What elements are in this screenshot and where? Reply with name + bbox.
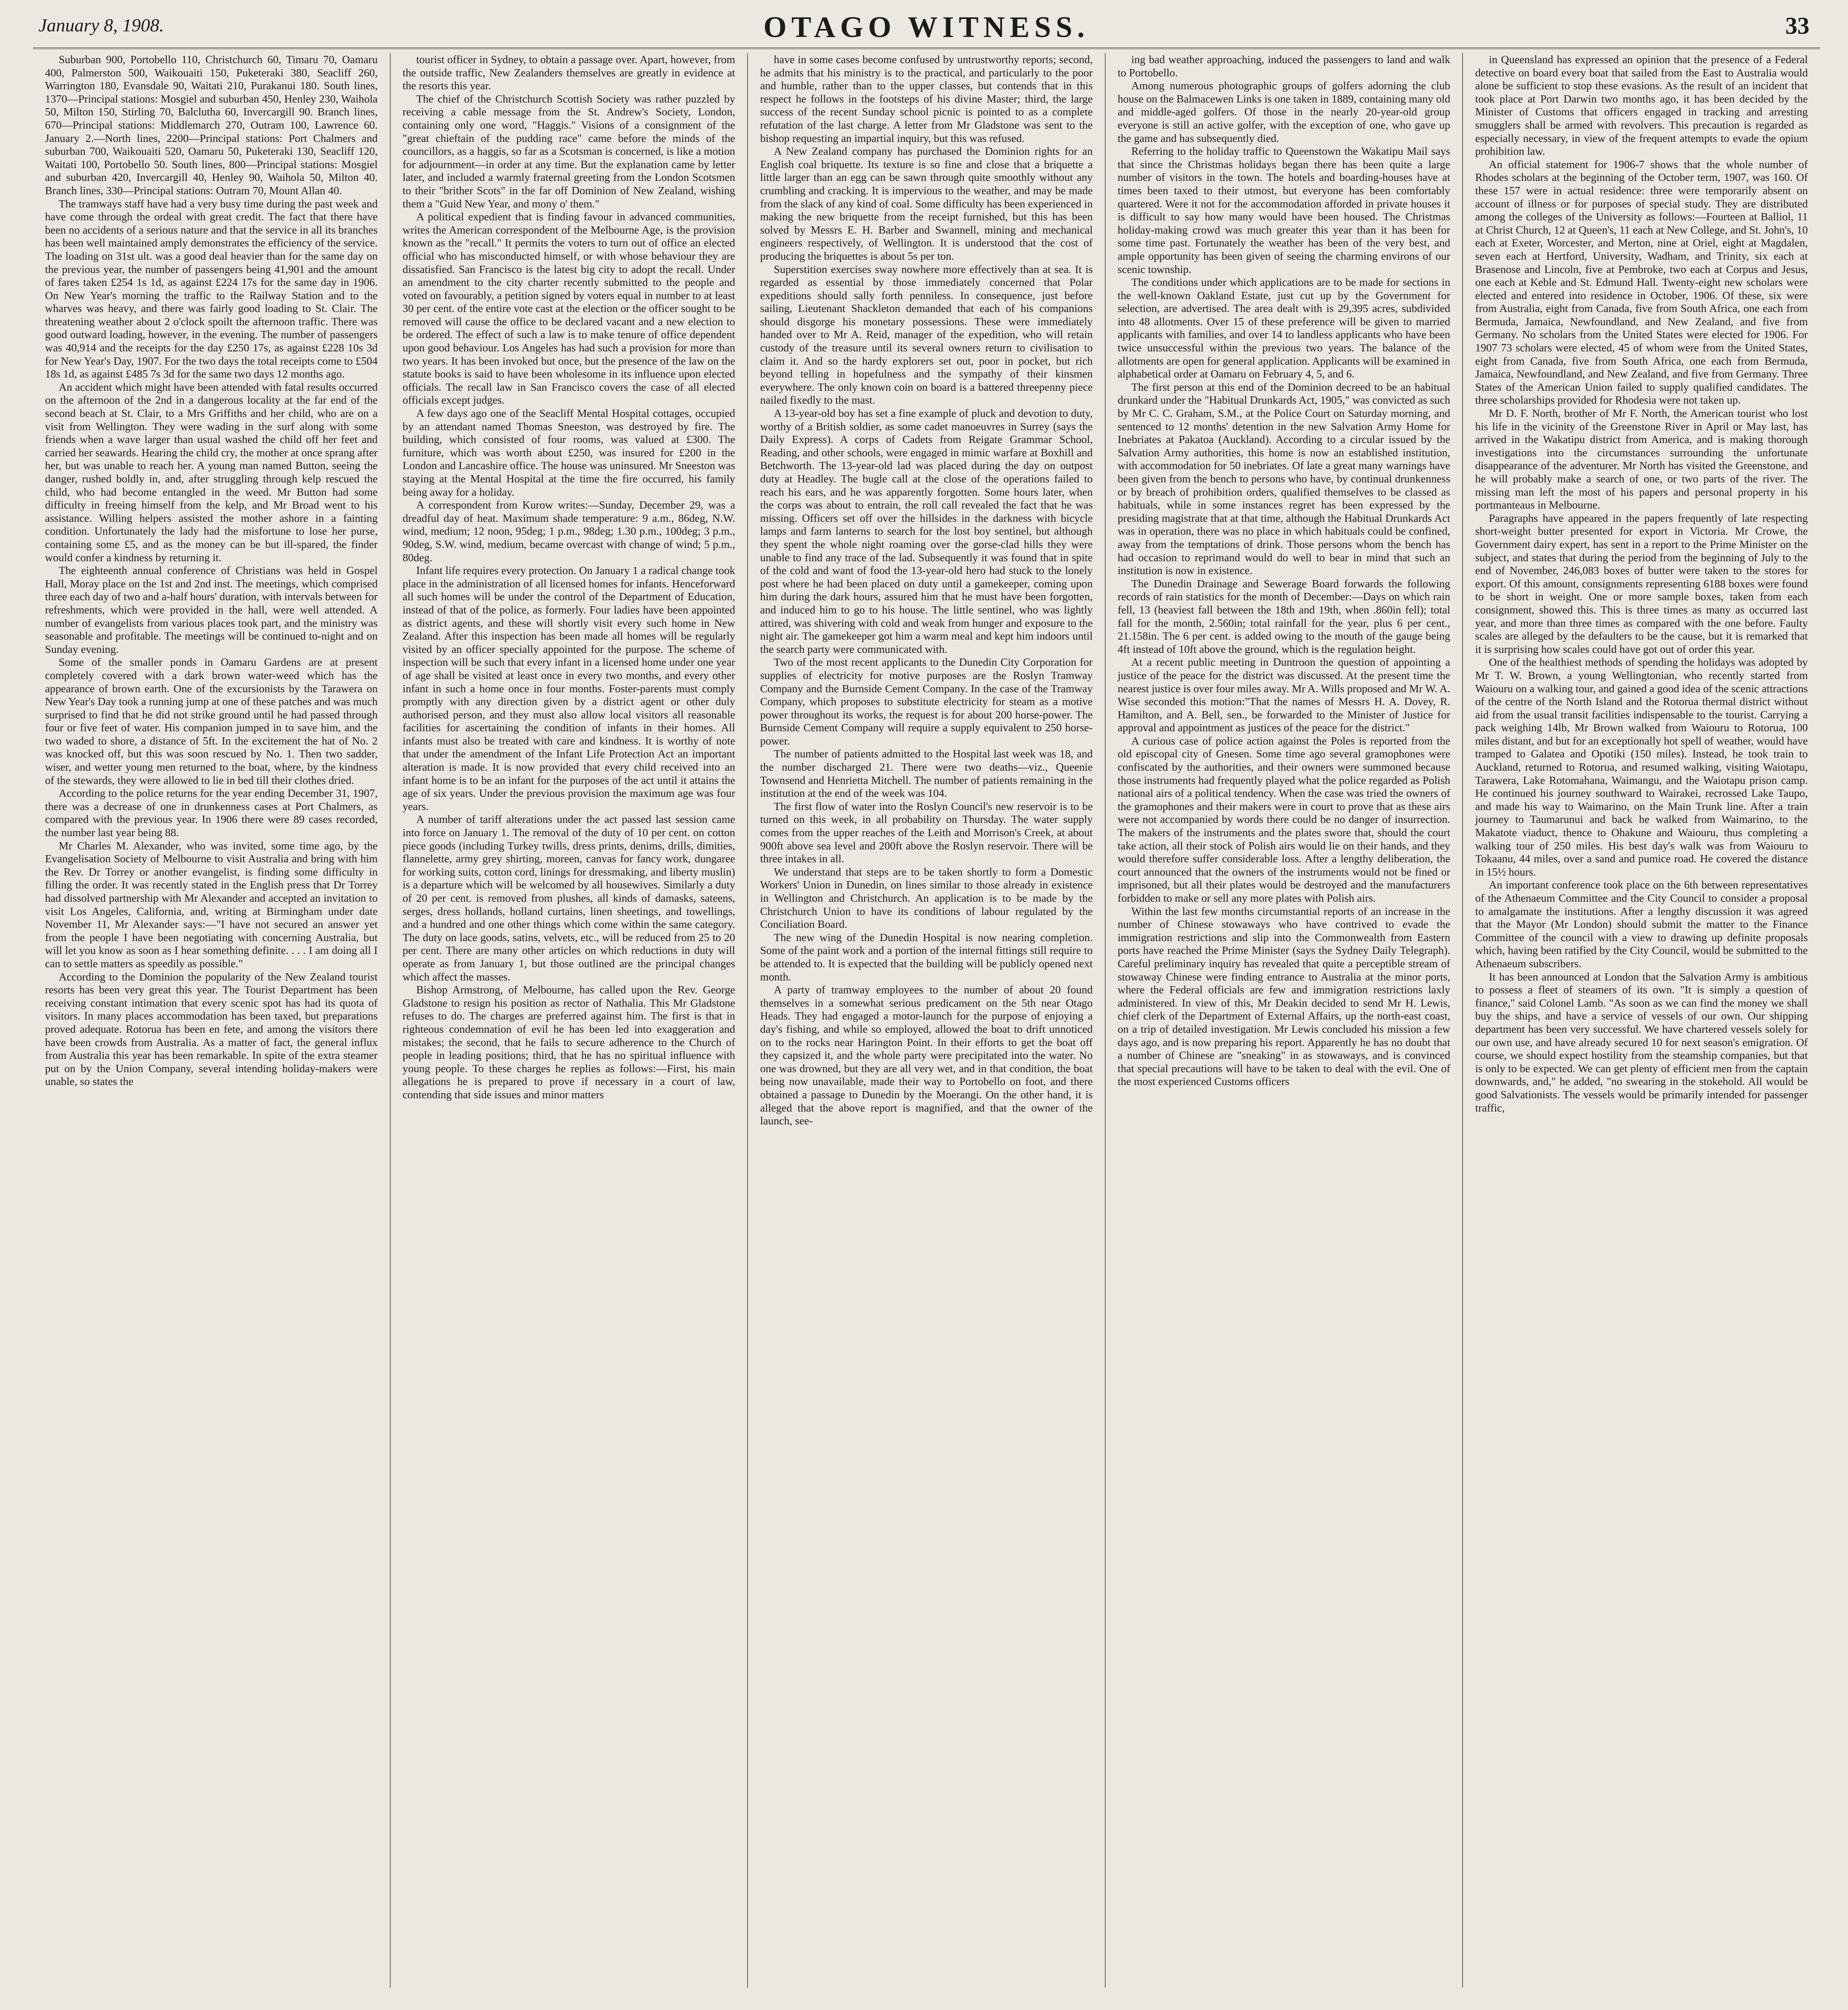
news-paragraph: An accident which might have been attended with fatal results occurred on the afternoon of the 2nd in a dangerous locality at the far end of the second beach at St. Clair, to a Mrs Griffiths and her child, who are on a visit from Wellington. They were wading in the surf along with some friends when a wave larger than usual washed the child off her feet and carried her seawards. Hearing the child cry, the mother at once sprang after her, but was unable to reach her. A young man named Button, seeing the danger, rushed boldly in, and, after struggling through kelp rescued the child, who had become entangled in the weed. Mr Button had some difficulty in freeing himself from the kelp, and Mr Broad went to his assistance. Willing helpers assisted the mother ashore in a fainting condition. Unfortunately the lady had the misfortune to lose her purse, containing some £5, and as the money can be but ill-spared, the finder would confer a kindness by returning it. [45,380,378,564]
news-paragraph: The number of patients admitted to the Hospital last week was 18, and the number discharged 21. There were two deaths—viz., Queenie Townsend and Henrietta Mitchell. The number of patients remaining in the institution at the end of the week was 104. [760,747,1093,800]
news-paragraph: According to the police returns for the year ending December 31, 1907, there was a decrease of one in drunkenness cases at Port Chalmers, as compared with the previous year. In 1906 there were 89 cases recorded, the number last year being 88. [45,787,378,839]
news-paragraph: The new wing of the Dunedin Hospital is now nearing completion. Some of the paint work and a portion of the internal fittings still require to be attended to. It is expected that the building will be publicly opened next month. [760,931,1093,983]
masthead [33,9,1820,49]
news-paragraph: Bishop Armstrong, of Melbourne, has called upon the Rev. George Gladstone to resign his position as rector of Nathalia. This Mr Gladstone refuses to do. The charges are preferred against him. The first is that in righteous condemnation of evil he has been led into exaggeration and mistakes; the second, that he fails to secure adherence to the Church of people in leading positions; third, that he has no spiritual influence with young people. To these charges he replies as follows:—First, his main allegations he is prepared to prove if necessary in a court of law, contending that side issues and minor matters [402,983,736,1101]
news-paragraph: Suburban 900, Portobello 110, Christchurch 60, Timaru 70, Oamaru 400, Palmerston 500, Waikouaiti 150, Puketeraki 380, Seacliff 260, Warrington 180, Evansdale 90, Waitati 210, Purakanui 180. South lines, 1370—Principal stations: Mosgiel and suburban 450, Henley 230, Waihola 50, Milton 150, Stirling 70, Balclutha 60, Invercargill 90. Branch lines, 670—Principal stations: Middlemarch 270, Outram 100, Lawrence 60. January 2.—North lines, 2200—Principal stations: Port Chalmers and suburban 700, Waikouaiti 520, Oamaru 50, Puketeraki 130, Seacliff 120, Waitati 100, Portobello 50. South lines, 800—Principal stations: Mosgiel and suburban 420, Invercargill 40, Henley 90, Waihola 50, Milton 40. Branch lines, 330—Principal stations: Outram 70, Mount Allan 40. [45,53,378,197]
news-paragraph: Mr D. F. North, brother of Mr F. North, the American tourist who lost his life in the vicinity of the Greenstone River in April or May last, has arrived in the Wakatipu district from America, and is making thorough investigations into the circumstances surrounding the unfortunate disappearance of the adventurer. Mr North has visited the Greenstone, and he will probably make a search of one, or two parts of the river. The missing man left the most of his papers and personal property in his portmanteaus in Melbourne. [1475,407,1808,511]
news-paragraph: Within the last few months circumstantial reports of an increase in the number of Chinese stowaways who have contrived to evade the immigration restrictions and slip into the Commonwealth from Eastern ports have reached the Prime Minister (says the Sydney Daily Telegraph). Careful preliminary inquiry has revealed that quite a perceptible stream of stowaway Chinese were finding entrance to Australia at the minor ports, where the Federal officials are few and immigration restrictions laxly administered. In view of this, Mr Deakin decided to send Mr H. Lewis, chief clerk of the Department of External Affairs, up the north-east coast, on a trip of detailed investigation. Mr Lewis concluded his mission a few days ago, and is now preparing his report. Apparently he has no doubt that a number of Chinese are "sneaking" in as stowaways, and is convinced that special precautions will have to be taken to deal with the evil. One of the most experienced Customs officers [1117,904,1451,1088]
column-5 [1463,53,1820,1987]
news-paragraph: Two of the most recent applicants to the Dunedin City Corporation for supplies of electricity for motive purposes are the Roslyn Tramway Company and the Burnside Cement Company. In the case of the Tramway Company, which proposes to substitute electricity for steam as a motive power throughout its works, the request is for about 200 horse-power. The Burnside Cement Company will require a supply equivalent to 250 horse-power. [760,656,1093,747]
news-paragraph: Some of the smaller ponds in Oamaru Gardens are at present completely covered with a dark brown water-weed which has the appearance of brown earth. One of the excursionists by the Tarawera on New Year's Day took a running jump at one of these patches and was much surprised to find that he did not strike ground until he had passed through four or five feet of water. His companion jumped in to save him, and the two waded to shore, a distance of 5ft. In the excitement the hat of No. 2 was knocked off, but this was soon rescued by No. 1. Then two sadder, wiser, and wetter young men returned to the boat, where, by the kindness of the stewards, they were allowed to lie in bed till their clothes dried. [45,656,378,786]
news-paragraph: One of the healthiest methods of spending the holidays was adopted by Mr T. W. Brown, a young Wellingtonian, who recently started from Waiouru on a walking tour, and gained a good idea of the scenic attractions of the centre of the North Island and the Rotorua thermal district without aid from the usual transit facilities indispensable to the tourist. Carrying a pack weighing 14lb, Mr Brown walked from Waiouru to Rotorua, 100 miles distant, and but for an exceptionally hot spell of weather, would have tramped to Galatea and Opotiki (150 miles). Instead, he took train to Auckland, returned to Rotorua, and resumed walking, visiting Waiotapu, Tarawera, Lake Rotomahana, Waimangu, and the Waiotapu prison camp. He continued his journey southward to Wairakei, recrossed Lake Taupo, and made his way to Waimarino, on the Main Trunk line. After a train journey to Taumarunui and back he walked from Waimarino, to the Makatote viaduct, thence to Ohakune and Waiouru, thus completing a walking tour of 250 miles. His best day's walk was from Waiouru to Tokaanu, 44 miles, over a sand and pumice road. He covered the distance in 15½ hours. [1475,656,1808,878]
news-paragraph: Paragraphs have appeared in the papers frequently of late respecting short-weight butter presented for export in Victoria. Mr Crowe, the Government dairy expert, has sent in a report to the Prime Minister on the subject, and states that during the period from the beginning of July to the end of November, 246,083 boxes of butter were taken to the stores for export. Of this amount, consignments representing 6188 boxes were found to be short in weight. One or more sample boxes, taken from each consignment, showed this. This is three times as many as occurred last year, and more than three times as compared with the one before. Faulty scales are alleged by the defaulters to be the cause, but it is remarked that it is surprising how scales could have got out of order this year. [1475,511,1808,655]
news-paragraph: A number of tariff alterations under the act passed last session came into force on January 1. The removal of the duty of 10 per cent. on cotton piece goods (including Turkey twills, dress prints, denims, drills, dimities, flannelette, army grey shirting, moreen, canvas for fancy work, dungaree for working suits, cotton cord, linings for dressmaking, and liberty muslin) is a departure which will be welcomed by all housewives. Similarly a duty of 20 per cent. is removed from plushes, all kinds of damasks, sateens, serges, dress hollands, holland curtains, linen sheetings, and towellings, and a hundred and one other things which come within the same category. The duty on lace goods, satins, velvets, etc., will be reduced from 25 to 20 per cent. There are many other articles on which reductions in duty will operate as from January 1, but those outlined are the principal changes which affect the masses. [402,813,736,983]
news-paragraph: An official statement for 1906-7 shows that the whole number of Rhodes scholars at the beginning of the October term, 1907, was 160. Of these 157 were in actual residence: three were temporarily absent on account of illness or for purposes of special study. They are distributed among the colleges of the University as follows:—Fourteen at Balliol, 11 at Christ Church, 12 at Queen's, 11 each at New College, and St. John's, 10 each at Exeter, Worcester, and Merton, nine at Oriel, eight at Magdalen, seven each at Hertford, University, Wadham, and Trinity, six each at Brasenose and Lincoln, five at Pembroke, two each at Corpus and Jesus, one each at Keble and St. Edmund Hall. Twenty-eight new scholars were elected and entered into residence in October, 1906. Of these, six were from Australia, eight from Canada, five from South Africa, one each from Bermuda, Jamaica, Newfoundland, and New Zealand, and five from Germany. No scholars from the United States were elected for 1906. For 1907 73 scholars were elected, 45 of whom were from the United States, eight from Canada, five from South Africa, one each from Bermuda, Jamaica, Newfoundland, and New Zealand, and five from Germany. Three States of the American Union failed to supply qualified candidates. The three scholarships provided for Rhodesia were not taken up. [1475,158,1808,406]
news-paragraph: Mr Charles M. Alexander, who was invited, some time ago, by the Evangelisation Society of Melbourne to visit Australia and bring with him the Rev. Dr Torrey or another evangelist, is finding some difficulty in filling the order. It was recently stated in the English press that Dr Torrey had dissolved partnership with Mr Alexander and accepted an invitation to visit Los Angeles, California, and, writing at Birmingham under date November 11, Mr Alexander says:—"I have not secured an answer yet from the people I have been negotiating with concerning Australia, but will let you know as soon as I hear something definite. . . . I am doing all I can to settle matters as speedily as possible." [45,839,378,970]
news-paragraph: A New Zealand company has purchased the Dominion rights for an English coal briquette. Its texture is so fine and close that a briquette a little larger than an egg can be sawn through quite smoothly without any crumbling and cracking. It is impervious to the weather, and may be made from the slack of any kind of coal. Some difficulty has been experienced in making the new briquette from the receipt furnished, but this has been solved by Messrs E. H. Barber and Swannell, mining and mechanical engineers respectively, of Wellington. It is understood that the cost of producing the briquettes is about 5s per ton. [760,145,1093,262]
news-paragraph: have in some cases become confused by untrustworthy reports; second, he admits that his ministry is to the practical, and particularly to the poor and humble, rather than to the upper classes, but contends that in this respect he follows in the footsteps of his divine Master; third, the large success of the recent Sunday school picnic is pointed to as a complete refutation of the last charge. A letter from Mr Gladstone was sent to the bishop requesting an impartial inquiry, but this was refused. [760,53,1093,144]
news-paragraph: The chief of the Christchurch Scottish Society was rather puzzled by receiving a cable message from the St. Andrew's Society, London, containing only one word, "Haggis." Visions of a consignment of the "great chieftain of the pudding race" came before the minds of the councillors, as a haggis, so far as a Scotsman is concerned, is like a motion for adjournment—in order at any time. But the explanation came by letter later, and included a warmly fraternal greeting from the London Scotsmen to their "brither Scots" in the far off Dominion of New Zealand, wishing them a "Guid New Year, and mony o' them." [402,92,736,210]
news-paragraph: Among numerous photographic groups of golfers adorning the club house on the Balmacewen Links is one taken in 1889, containing many old and middle-aged golfers. Of those in the nearly 20-year-old group everyone is still an active golfer, with the exception of one, who gave up the game and has subsequently died. [1117,79,1451,144]
news-paragraph: The Dunedin Drainage and Sewerage Board forwards the following records of rain statistics for the month of December:—Days on which rain fell, 13 (heaviest fall between the 18th and 19th, when .860in fell); total fall for the month, 2.560in; total rainfall for the year, plus 6 per cent., 21.158in. The 6 per cent. is added owing to the mouth of the gauge being 4ft instead of 10ft above the ground, which is the regulation height. [1117,577,1451,655]
news-paragraph: We understand that steps are to be taken shortly to form a Domestic Workers' Union in Dunedin, on lines similar to those already in existence in Wellington and Christchurch. An application is to be made by the Christchurch Union to have its conditions of labour regulated by the Conciliation Board. [760,865,1093,931]
news-paragraph: According to the Dominion the popularity of the New Zealand tourist resorts has been very great this year. The Tourist Department has been receiving constant intimation that every scenic spot has had its quota of visitors. In many places accommodation has been taxed, but preparations proved adequate. Rotorua has been en fete, and among the visitors there have been crowds from Australia. As a matter of fact, the general influx from Australia this year has been remarkable. In spite of the extra steamer put on by the Union Company, several intending holiday-makers were unable, so states the [45,970,378,1088]
news-paragraph: Infant life requires every protection. On January 1 a radical change took place in the administration of all licensed homes for infants. Henceforward all such homes will be under the control of the Department of Education, instead of that of the police, as formerly. Four ladies have been appointed as district agents, and these will shortly visit every such home in New Zealand. After this inspection has been made all homes will be regularly visited by an officer specially appointed for the purpose. The scheme of inspection will be such that every infant in a licensed home under one year of age shall be visited at least once in every two months, and every other infant in such a home once in four months. Foster-parents must comply promptly with any direction given by a district agent or other duly authorised person, and they must also allow local visitors all reasonable facilities for ascertaining the condition of infants in their homes. All infants must also be treated with care and kindness. It is worthy of note that under the amendment of the Infant Life Protection Act an important alteration is made. It is now provided that every child received into an infant home is to be an infant for the purposes of the act until it attains the age of six years. Under the previous provision the maximum age was four years. [402,564,736,812]
column-2 [391,53,748,1987]
news-paragraph: The first person at this end of the Dominion decreed to be an habitual drunkard under the "Habitual Drunkards Act, 1905," was convicted as such by Mr C. C. Graham, S.M., at the Police Court on Saturday morning, and sentenced to 12 months' detention in the new Salvation Army Home for Inebriates at Pakatoa (Auckland). According to a circular issued by the Salvation Army authorities, this home is now an established institution, with accommodation for 50 inebriates. Of late a great many warnings have been given from the bench to persons who have, by continual drunkenness or by breach of prohibition orders, qualified themselves to be classed as habituals, while in some instances regret has been expressed by the presiding magistrate that at that time, although the Habitual Drunkards Act was in operation, there was no place in which habituals could be confined, away from the temptations of drink. Those persons whom the bench has had occasion to reprimand would do well to bear in mind that such an institution is now in existence. [1117,380,1451,577]
issue-date: January 8, 1908. [39,15,164,35]
news-paragraph: At a recent public meeting in Duntroon the question of appointing a justice of the peace for the district was discussed. At the present time the nearest justice is over four miles away. Mr A. Wills proposed and Mr W. A. Wise seconded this motion:"That the names of Messrs H. A. Dovey, R. Hamilton, and A. Bell, sen., be forwarded to the Minister of Justice for approval and appointment as justices of the peace for the district." [1117,656,1451,734]
news-paragraph: The first flow of water into the Roslyn Council's new reservoir is to be turned on this week, in all probability on Thursday. The water supply comes from the upper reaches of the Leith and Morrison's Creek, at about 900ft above sea level and 200ft above the Roslyn reservoir. There will be three intakes in all. [760,800,1093,865]
page-number: 33 [1785,12,1809,39]
news-paragraph: A curious case of police action against the Poles is reported from the old episcopal city of Gnesen. Some time ago several gramophones were confiscated by the authorities, and their owners were summoned because those instruments had frequently played what the police regarded as Polish national airs of a political tendency. When the case was tried the owners of the gramophones and their makers were in court to prove that as these airs were not accompanied by words there could be no danger of insurrection. The makers of the instruments and the plates swore that, should the court take action, all their stock of Polish airs would lie on their hands, and they would therefore suffer considerable loss. After a lengthy deliberation, the court announced that the owners of the instruments would not be fined or imprisoned, but all their plates would be destroyed and the manufacturers forbidden to make or sell any more plates with Polish airs. [1117,734,1451,904]
news-paragraph: in Queensland has expressed an opinion that the presence of a Federal detective on board every boat that sailed from the East to Australia would alone be sufficient to stop these evasions. As the result of an incident that took place at Port Darwin two months ago, it has been decided by the Minister of Customs that officers engaged in tracking and arresting smugglers shall be armed with revolvers. This precaution is regarded as especially necessary, in view of the frequent attempts to evade the opium prohibition law. [1475,53,1808,158]
news-paragraph: Referring to the holiday traffic to Queenstown the Wakatipu Mail says that since the Christmas holidays began there has been quite a large number of visitors in the town. The hotels and boarding-houses have at times been taxed to their utmost, but everyone has been comfortably quartered. Were it not for the accommodation afforded in private houses it is difficult to say how many would have been housed. The Christmas holiday-making crowd was much greater this year than it has been for some time past. Fortunately the weather has been of the very best, and ample opportunity has been given of seeing the charming environs of our scenic township. [1117,145,1451,275]
news-paragraph: A political expedient that is finding favour in advanced communities, writes the American correspondent of the Melbourne Age, is the provision known as the "recall." It permits the voters to turn out of office an elected official who has misconducted himself, or with whose behaviour they are dissatisfied. San Francisco is the latest big city to adopt the recall. Under an amendment to the city charter recently submitted to the people and voted on favourably, a petition signed by voters equal in number to at least 30 per cent. of the entire vote cast at the election or the officer sought to be removed will cause the office to be declared vacant and a new election to be ordered. The effect of such a law is to make tenure of office dependent upon good behaviour. Los Angeles has had such a provision for more than two years. It has been invoked but once, but the presence of the law on the statute books is said to have been wholesome in its influence upon elected officials. The recall law in San Francisco covers the case of all elected officials except judges. [402,210,736,406]
news-paragraph: The eighteenth annual conference of Christians was held in Gospel Hall, Moray place on the 1st and 2nd inst. The meetings, which comprised three each day of two and a-half hours' duration, with intervals between for refreshments, which were provided in the hall, were well attended. A number of evangelists from various places took part, and the ministry was seasonable and profitable. The meetings will be continued to-night and on Sunday evening. [45,564,378,655]
newspaper-title: OTAGO WITNESS. [763,11,1090,44]
news-paragraph: An important conference took place on the 6th between representatives of the Athenaeum Committee and the City Council to consider a proposal to amalgamate the institutions. After a lengthy discussion it was agreed that the Mayor (Mr London) should submit the matter to the Finance Committee of the council with a view to drawing up definite proposals which, having been ratified by the City Council, would be submitted to the Athenaeum subscribers. [1475,878,1808,970]
news-paragraph: It has been announced at London that the Salvation Army is ambitious to possess a fleet of steamers of its own. "It is simply a question of finance," said Colonel Lamb. "As soon as we can find the money we shall buy the ships, and have a service of vessels of our own. Our shipping department has been very successful. We have chartered vessels solely for our own use, and have already secured 10 for next season's emigration. Of course, we should expect hostility from the steamship companies, but that is only to be expected. We can get plenty of efficient men from the captain downwards, and," he added, "no swearing in the stokehold. All would be good Salvationists. The vessels would be primarily intended for passenger traffic, [1475,970,1808,1114]
column-4 [1106,53,1463,1987]
news-paragraph: tourist officer in Sydney, to obtain a passage over. Apart, however, from the outside traffic, New Zealanders themselves are greatly in evidence at the resorts this year. [402,53,736,92]
news-paragraph: ing bad weather approaching, induced the passengers to land and walk to Portobello. [1117,53,1451,79]
news-paragraph: A party of tramway employees to the number of about 20 found themselves in a somewhat serious predicament on the 5th near Otago Heads. They had engaged a motor-launch for the purpose of enjoying a day's fishing, and while so employed, allowed the boat to drift unnoticed on to the rocks near Harington Point. In their efforts to get the boat off they capsized it, and the whole party were precipitated into the water. No one was drowned, but they are all very wet, and in that condition, the boat being now unavailable, made their way to Portobello on foot, and there obtained a passage to Dunedin by the Moerangi. On the other hand, it is alleged that the above report is magnified, and that the owner of the launch, see- [760,983,1093,1127]
column-3 [748,53,1106,1987]
article-columns [33,53,1820,1987]
news-paragraph: The tramways staff have had a very busy time during the past week and have come through the ordeal with great credit. The fact that there have been no accidents of a serious nature and that the service in all its branches has been well maintained amply demonstrates the efficiency of the service. The loading on 31st ult. was a good deal heavier than for the same day on the previous year, the number of passengers being 41,901 and the amount of fares taken £254 1s 1d, as against £224 17s for the same day in 1906. On New Year's morning the traffic to the Railway Station and to the wharves was heavy, and there was fairly good loading to St. Clair. The threatening weather about 2 o'clock spoilt the afternoon traffic. There was good outward loading, however, in the evening. The number of passengers was 40,914 and the receipts for the day £250 17s, as against £228 10s 3d for New Year's Day, 1907. For the two days the total receipts come to £504 18s 1d, as against £485 7s 3d for the same two days 12 months ago. [45,197,378,380]
news-paragraph: The conditions under which applications are to be made for sections in the well-known Oakland Estate, just cut up by the Government for selection, are advertised. The area dealt with is 29,395 acres, subdivided into 48 allotments. Over 15 of these preference will be given to married applicants with families, and over 14 to landless applicants who have been twice unsuccessful within the previous two years. The balance of the allotments are open for general application. Applicants will be examined in alphabetical order at Oamaru on February 4, 5, and 6. [1117,276,1451,380]
news-paragraph: A correspondent from Kurow writes:—Sunday, December 29, was a dreadful day of heat. Maximum shade temperature: 9 a.m., 86deg, N.W. wind, medium; 12 noon, 95deg; 1 p.m., 98deg; 1.30 p.m., 100deg; 3 p.m., 90deg, S.W. wind, medium, became overcast with change of wind; 5 p.m., 80deg. [402,498,736,564]
news-paragraph: Superstition exercises sway nowhere more effectively than at sea. It is regarded as essential by those immediately concerned that Polar expeditions should sally forth penniless. In consequence, just before sailing, Lieutenant Shackleton demanded that each of his companions should disgorge his monetary possessions. These were immediately handed over to Mr A. Reid, manager of the expedition, who will retain custody of the treasure until its several owners return to civilisation to claim it. And so the hardy explorers set out, poor in pocket, but rich beyond telling in hopefulness and the sympathy of their kinsmen everywhere. The only known coin on board is a battered threepenny piece nailed fixedly to the mast. [760,263,1093,406]
news-paragraph: A 13-year-old boy has set a fine example of pluck and devotion to duty, worthy of a British soldier, as some cadet manoeuvres in Surrey (says the Daily Express). A corps of Cadets from Reigate Grammar School, Reading, and other schools, were engaged in mimic warfare at Boxhill and Betchworth. The 13-year-old lad was placed during the day on outpost duty at Headley. The bugle call at the close of the operations failed to reach his ears, and he was apparently forgotten. Some hours later, when the corps was about to entrain, the roll call revealed the fact that he was missing. Officers set off over the hillsides in the darkness with bicycle lamps and farm lanterns to search for the lost boy sentinel, but although they spent the whole night roaming over the gorse-clad hills they were unable to find any trace of the lad. Subsequently it was found that in spite of the cold and want of food the 13-year-old hero had stuck to the lonely post where he had been placed on duty until a gamekeeper, coming upon him during the dark hours, assured him that he must have been forgotten, and induced him to go to his house. The little sentinel, who was lightly attired, was shivering with cold and weak from hunger and exposure to the night air. The gamekeeper got him a warm meal and kept him indoors until the search party were communicated with. [760,407,1093,655]
column-1 [33,53,391,1987]
news-paragraph: A few days ago one of the Seacliff Mental Hospital cottages, occupied by an attendant named Thomas Sneeston, was destroyed by fire. The building, which consisted of four rooms, was valued at £300. The furniture, which was worth about £250, was insured for £200 in the London and Lancashire office. The house was uninsured. Mr Sneeston was staying at the Mental Hospital at the time the fire occurred, his family being away for a holiday. [402,407,736,498]
